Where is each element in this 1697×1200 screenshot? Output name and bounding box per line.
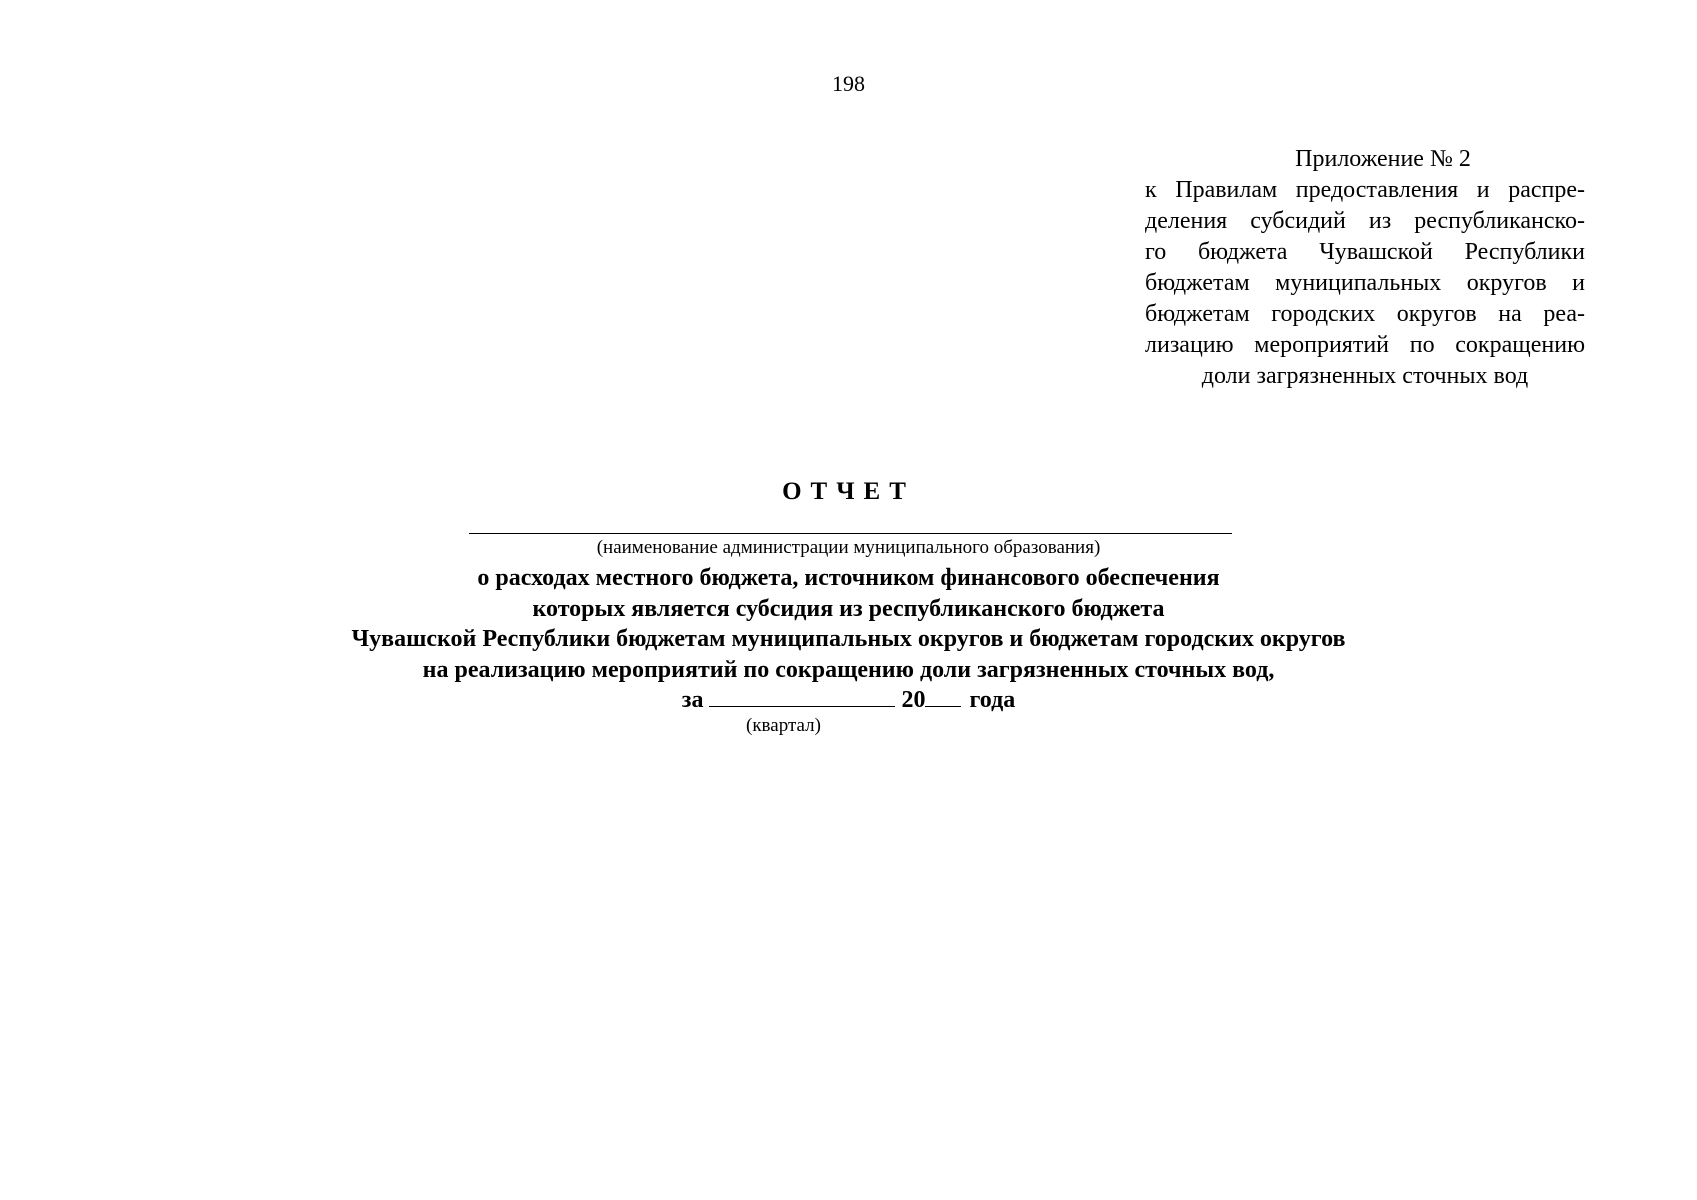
year-blank xyxy=(925,686,961,707)
quarter-blank xyxy=(709,686,895,707)
report-period-line xyxy=(0,686,1697,714)
appendix-line: к Правилам предоставления и распре- xyxy=(1145,177,1585,203)
report-title: ОТЧЕТ xyxy=(782,478,915,505)
report-heading-line: Чувашской Республики бюджетам муниципальных округов и бюджетам городских округов xyxy=(351,626,1346,652)
administration-name-caption: (наименование администрации муниципального образования) xyxy=(596,537,1101,558)
period-suffix: года xyxy=(969,687,1016,713)
appendix-line: бюджетам городских округов на реа- xyxy=(1145,301,1585,327)
period-prefix: за xyxy=(681,687,704,713)
report-heading-line: которых является субсидия из республиканского бюджета xyxy=(532,595,1165,622)
period-year-prefix: 20 xyxy=(901,687,926,713)
administration-name-line xyxy=(469,533,1232,534)
report-heading xyxy=(0,563,1697,685)
page-number: 198 xyxy=(832,71,865,96)
appendix-line-last: доли загрязненных сточных вод xyxy=(1201,363,1529,389)
appendix-block xyxy=(1145,144,1585,392)
appendix-line: бюджетам муниципальных округов и xyxy=(1145,270,1585,296)
appendix-line: деления субсидий из республиканско- xyxy=(1145,208,1585,234)
appendix-line: го бюджета Чувашской Республики xyxy=(1145,239,1585,265)
appendix-title: Приложение № 2 xyxy=(1295,146,1471,172)
report-heading-line: о расходах местного бюджета, источником финансового обеспечения xyxy=(477,565,1220,591)
report-heading-line: на реализацию мероприятий по сокращению доли загрязненных сточных вод, xyxy=(422,656,1275,683)
quarter-caption: (квартал) xyxy=(746,715,821,736)
appendix-line: лизацию мероприятий по сокращению xyxy=(1145,332,1585,358)
